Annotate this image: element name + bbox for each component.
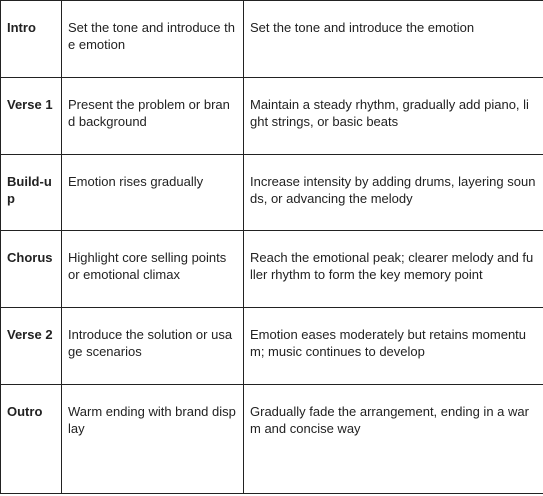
section-name-cell: Chorus (1, 231, 62, 308)
purpose-cell: Warm ending with brand display (62, 385, 244, 494)
music-direction-cell: Gradually fade the arrangement, ending in a warm and concise way (244, 385, 543, 494)
table-row (1, 308, 543, 385)
music-direction-cell: Set the tone and introduce the emotion (244, 1, 543, 78)
table-row (1, 78, 543, 155)
purpose-cell: Present the problem or brand background (62, 78, 244, 155)
purpose-cell: Set the tone and introduce the emotion (62, 1, 244, 78)
music-direction-cell: Maintain a steady rhythm, gradually add piano, light strings, or basic beats (244, 78, 543, 155)
section-name-cell: Outro (1, 385, 62, 494)
table-row (1, 1, 543, 78)
table-row (1, 385, 543, 494)
music-direction-cell: Increase intensity by adding drums, layering sounds, or advancing the melody (244, 155, 543, 231)
section-name-cell: Intro (1, 1, 62, 78)
purpose-cell: Emotion rises gradually (62, 155, 244, 231)
music-direction-cell: Emotion eases moderately but retains momentum; music continues to develop (244, 308, 543, 385)
table-row (1, 155, 543, 231)
purpose-cell: Introduce the solution or usage scenarios (62, 308, 244, 385)
table-row (1, 231, 543, 308)
section-name-cell: Build-up (1, 155, 62, 231)
section-name-cell: Verse 2 (1, 308, 62, 385)
purpose-cell: Highlight core selling points or emotional climax (62, 231, 244, 308)
music-direction-cell: Reach the emotional peak; clearer melody and fuller rhythm to form the key memory point (244, 231, 543, 308)
section-name-cell: Verse 1 (1, 78, 62, 155)
